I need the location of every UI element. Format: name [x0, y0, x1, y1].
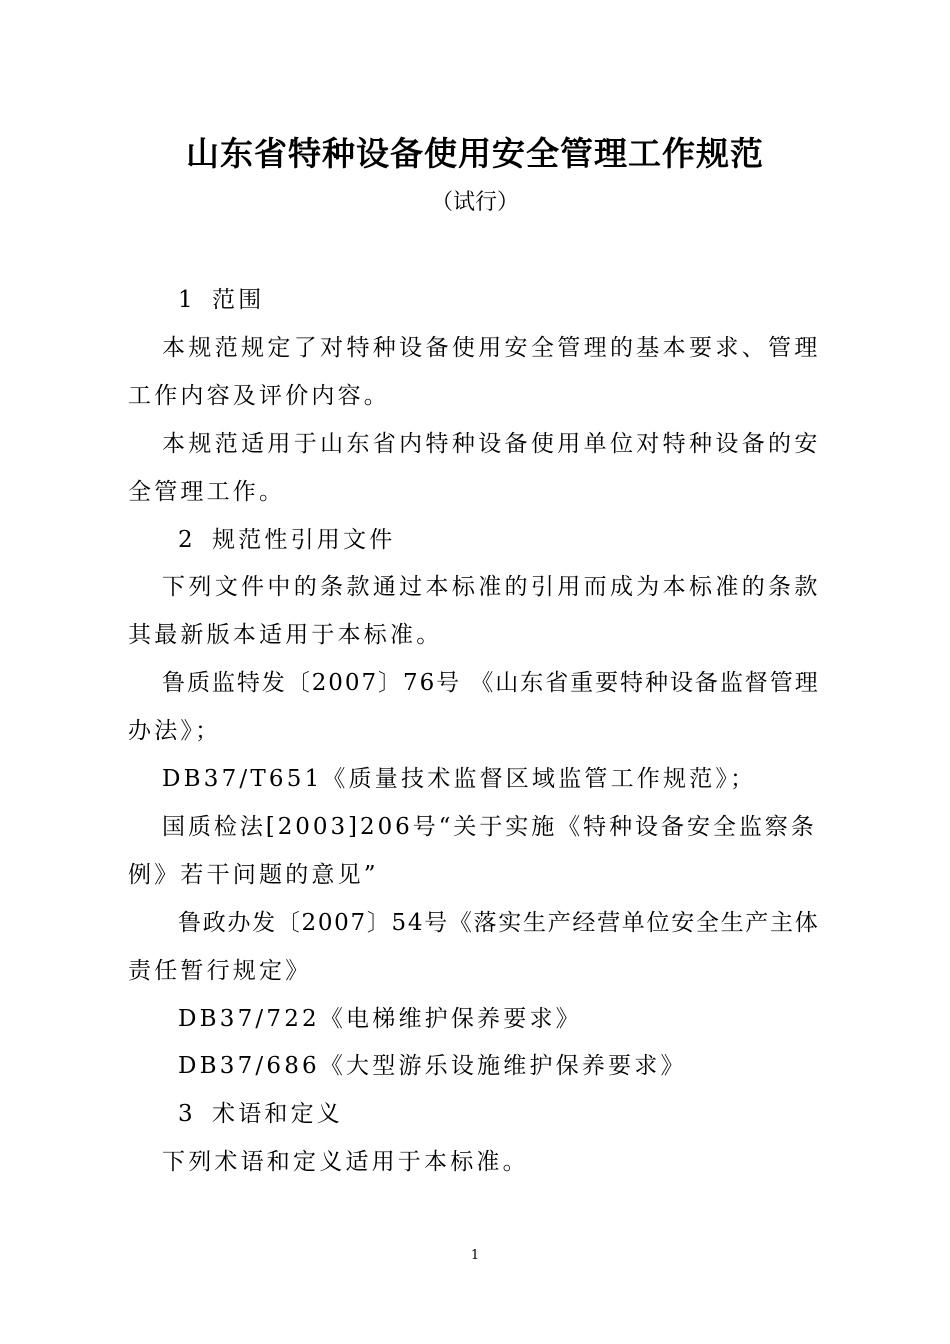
section-heading-2: [178, 524, 395, 556]
section-heading-3: [178, 1098, 343, 1130]
paragraph-line: 本规范适用于山东省内特种设备使用单位对特种设备的安: [162, 431, 821, 457]
paragraph-line: 全管理工作。: [128, 479, 286, 505]
section-number: 1: [178, 287, 196, 313]
section-heading-1: [178, 284, 264, 316]
section-number: 3: [178, 1101, 196, 1127]
reference-line: 例》若干问题的意见”: [128, 862, 379, 888]
section-title: 规范性引用文件: [212, 527, 396, 553]
document-title: 山东省特种设备使用安全管理工作规范: [186, 134, 764, 173]
document-subtitle: （试行）: [430, 190, 519, 215]
reference-line: 鲁质监特发〔2007〕76号 《山东省重要特种设备监督管理: [162, 670, 820, 696]
section-title: 范围: [212, 287, 265, 313]
reference-line: 责任暂行规定》: [128, 958, 312, 984]
reference-line: 国质检法[2003]206号“关于实施《特种设备安全监察条: [162, 814, 817, 840]
paragraph-line: 下列文件中的条款通过本标准的引用而成为本标准的条款: [162, 574, 821, 600]
paragraph-line: 本规范规定了对特种设备使用安全管理的基本要求、管理: [162, 335, 821, 361]
paragraph-line: 工作内容及评价内容。: [128, 383, 390, 409]
paragraph-line: 其最新版本适用于本标准。: [128, 622, 443, 648]
reference-line: 鲁政办发〔2007〕54号《落实生产经营单位安全生产主体: [178, 910, 820, 936]
page-number: 1: [470, 1248, 480, 1263]
section-title: 术语和定义: [212, 1101, 343, 1127]
reference-line: 办法》；: [128, 718, 222, 744]
paragraph-line: 下列术语和定义适用于本标准。: [162, 1149, 529, 1175]
reference-line: DB37/T651《质量技术监督区域监管工作规范》；: [162, 766, 757, 792]
reference-line: DB37/722《电梯维护保养要求》: [178, 1006, 582, 1032]
section-number: 2: [178, 527, 196, 553]
reference-line: DB37/686《大型游乐设施维护保养要求》: [178, 1053, 687, 1079]
